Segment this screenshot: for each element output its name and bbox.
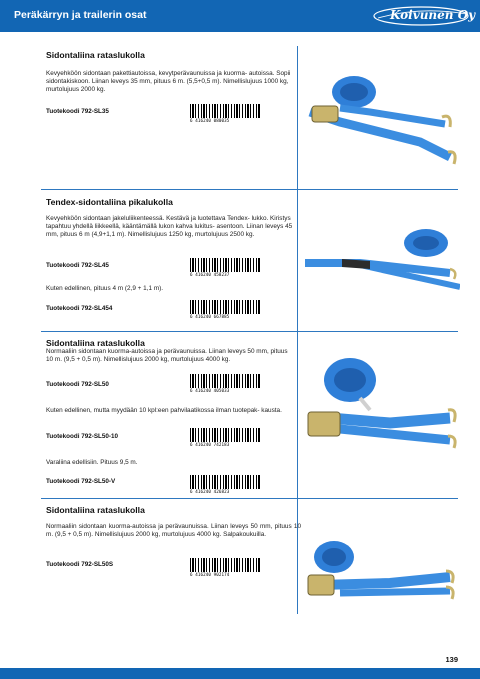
section-note: Kuten edellinen, pituus 4 m (2,9 + 1,1 m). [46, 285, 164, 292]
section-divider [41, 189, 458, 190]
catalog-section-title: Peräkärryn ja trailerin osat [14, 9, 147, 21]
section-note: Varaliina edellisiin. Pituus 9,5 m. [46, 459, 138, 466]
section-description: Normaaliin sidontaan kuorma-autoissa ja perävaunuissa. Liinan leveys 50 mm, pituus 10 m. (9,5 + 0,5 m). Nimellislujuus 2000 kg, murtolujuus 4000 kg. [46, 348, 288, 364]
product-code: Tuotekoodi 792-SL454 [46, 305, 113, 312]
barcode-number: 6 416240 902174 [190, 572, 230, 577]
barcode-number: 6 416240 405033 [190, 388, 230, 393]
barcode-number: 6 416240 080035 [190, 118, 230, 123]
section-divider [41, 331, 458, 332]
barcode [190, 374, 260, 394]
product-code: Tuotekoodi 792-SL50-10 [46, 433, 118, 440]
barcode [190, 300, 260, 320]
section-description: Kevyehköön sidontaan jakeluliikenteessä. Kestävä ja luotettava Tendex- lukko. Kiristys tapahtuu yhdellä liikkeellä, kääntämällä lukon kahva lukitus- asentoon. Liinan leveys 45 mm, pituus 6 m (4,9+1,1 m). Nimellislujuus 1250 kg, murtolujuus 2500 kg. [46, 215, 293, 239]
section-description: Kevyehköön sidontaan pakettiautoissa, kevytperävaunuissa ja kuorma- autoissa. Sopii sidontakiskoon. Liinan leveys 35 mm, pituus 6 m. (5,5+0,5 m). Nimellislujuus 1000 kg, murtolujuus 2000 kg. [46, 70, 291, 94]
brand-logo [372, 4, 476, 28]
barcode [190, 258, 260, 278]
product-code: Tuotekoodi 792-SL50 [46, 381, 109, 388]
product-image-strap-45 [300, 225, 460, 300]
product-code: Tuotekoodi 792-SL35 [46, 108, 109, 115]
section-title: Tendex-sidontaliina pikalukolla [46, 197, 173, 207]
barcode [190, 428, 260, 448]
barcode-number: 6 416240 742183 [190, 442, 230, 447]
header-bar [0, 0, 480, 32]
section-title: Sidontaliina rataslukolla [46, 338, 145, 348]
barcode [190, 558, 260, 578]
section-title: Sidontaliina rataslukolla [46, 50, 145, 60]
barcode [190, 475, 260, 495]
footer-bar [0, 668, 480, 679]
section-divider [41, 498, 458, 499]
product-code: Tuotekoodi 792-SL45 [46, 262, 109, 269]
product-code: Tuotekoodi 792-SL50S [46, 561, 114, 568]
product-image-strap-50s [300, 535, 460, 615]
product-image-strap-35 [300, 62, 460, 177]
section-description: Normaaliin sidontaan kuorma-autoissa ja perävaunuissa. Liinan leveys 50 mm, pituus 10 m. (9,5 + 0,5 m). Nimellislujuus 2000 kg, murtolujuus 4000 kg. Salpakoukuilla. [46, 523, 301, 539]
brand-name: Koivunen Oy [390, 8, 476, 22]
barcode-number: 6 416240 458237 [190, 272, 230, 277]
product-code: Tuotekoodi 792-SL50-V [46, 478, 116, 485]
page-number: 139 [445, 655, 458, 664]
section-title: Sidontaliina rataslukolla [46, 505, 145, 515]
barcode-number: 6 416240 667885 [190, 314, 230, 319]
barcode [190, 104, 260, 124]
product-image-strap-50 [300, 348, 460, 463]
barcode-number: 6 416240 426823 [190, 489, 230, 494]
section-note: Kuten edellinen, mutta myydään 10 kpl:een pahvilaatikossa ilman tuotepak- kausta. [46, 407, 282, 414]
